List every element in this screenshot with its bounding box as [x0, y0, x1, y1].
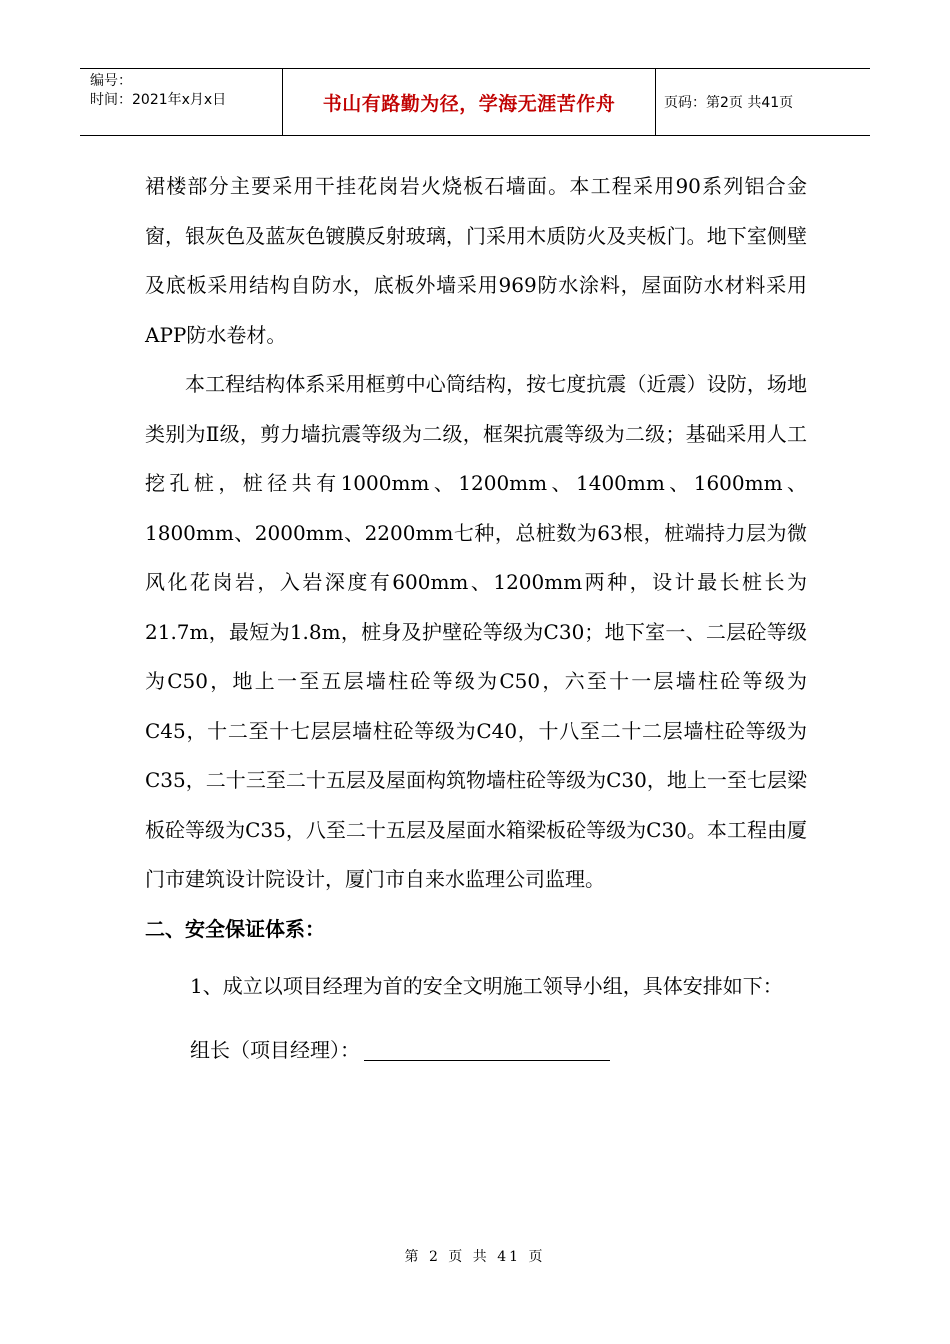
header-motto: 书山有路勤为径，学海无涯苦作舟 [282, 69, 656, 135]
fill-in-blank [364, 1038, 610, 1061]
list-item-safety-group: 1、成立以项目经理为首的安全文明施工领导小组，具体安排如下： [190, 974, 783, 998]
page-header [80, 68, 870, 136]
section-heading: 二、安全保证体系： [145, 916, 325, 941]
document-date: 时间：2021年x月x日 [90, 92, 227, 108]
header-meta [80, 69, 282, 135]
group-leader-line [145, 1018, 807, 1082]
document-body [145, 162, 807, 1082]
paragraph-materials: 裙楼部分主要采用干挂花岗岩火烧板石墙面。本工程采用90系列铝合金窗，银灰色及蓝灰色镀膜反射玻璃，门采用木质防火及夹板门。地下室侧壁及底板采用结构自防水，底板外墙采用969防水涂料，屋面防水材料采用APP防水卷材。 [145, 174, 807, 347]
paragraph-structure: 本工程结构体系采用框剪中心筒结构，按七度抗震（近震）设防，场地类别为Ⅱ级，剪力墙抗震等级为二级，框架抗震等级为二级；基础采用人工挖孔桩，桩径共有1000mm、1200mm、1400mm、1600mm、1800mm、2000mm、2200mm七种，总桩数为63根，桩端持力层为微风化花岗岩，入岩深度有600mm、1200mm两种，设计最长桩长为21.7m，最短为1.8m，桩身及护壁砼等级为C30；地下室一、二层砼等级为C50，地上一至五层墙柱砼等级为C50，六至十一层墙柱砼等级为C45，十二至十七层层墙柱砼等级为C40，十八至二十二层墙柱砼等级为C35，二十三至二十五层及屋面构筑物墙柱砼等级为C30，地上一至七层梁板砼等级为C35，八至二十五层及屋面水箱梁板砼等级为C30。本工程由厦门市建筑设计院设计，厦门市自来水监理公司监理。 [145, 372, 807, 891]
group-leader-label: 组长（项目经理）： [190, 1038, 360, 1062]
page-footer: 第 2 页 共 41 页 [404, 1249, 546, 1265]
document-number-label: 编号： [90, 73, 132, 89]
header-page-info: 页码：第2页 共41页 [664, 95, 794, 111]
